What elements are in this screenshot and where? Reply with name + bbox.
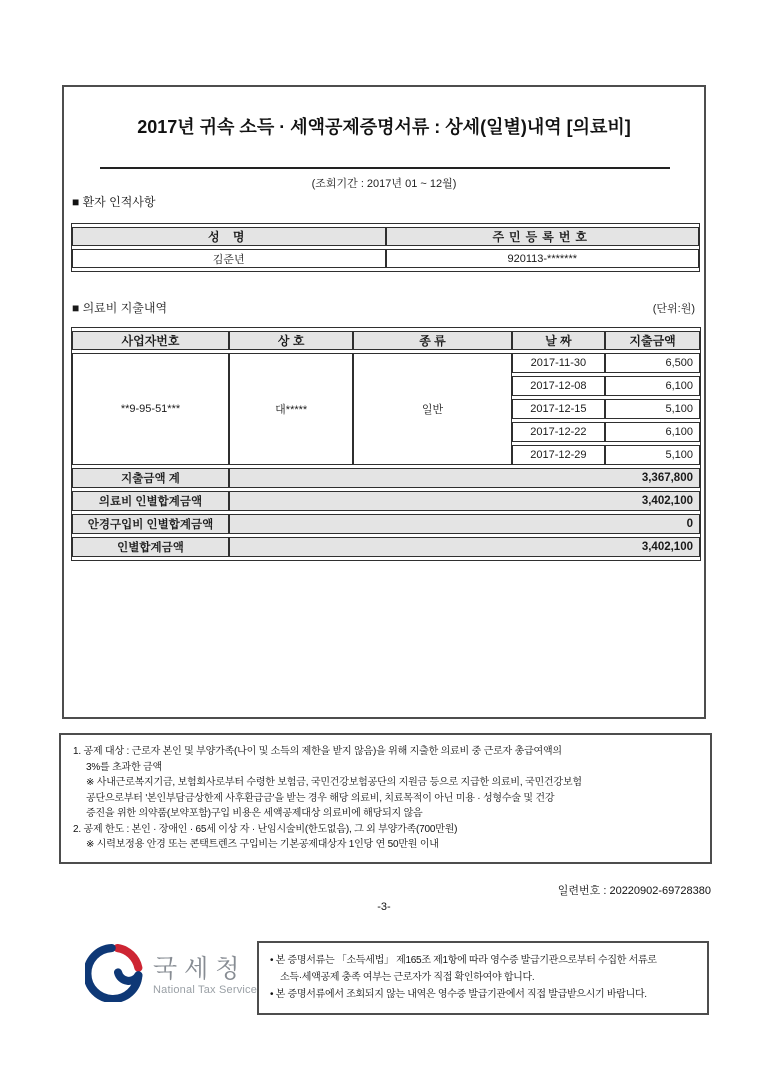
summary-label: 의료비 인별합계금액 [72,491,229,511]
summary-value: 3,367,800 [229,468,700,488]
summary-value: 3,402,100 [229,491,700,511]
note-line: 3%를 초과한 금액 [86,761,162,773]
patient-section-title: ■ 환자 인적사항 [72,195,156,209]
summary-row-glasses-total [72,514,700,534]
notice-line: • 본 증명서류에서 조회되지 않는 내역은 영수증 발급기관에서 직접 발급받으시기 바랍니다. [270,989,647,1000]
expense-section-header [72,299,695,316]
expense-date: 2017-12-15 [512,399,606,419]
expense-date: 2017-12-22 [512,422,606,442]
notice-line: 소득·세액공제 충족 여부는 근로자가 직접 확인하여야 합니다. [280,972,535,983]
patient-info-table [71,223,700,272]
patient-table-row [72,249,699,268]
summary-value: 3,402,100 [229,537,700,557]
expense-amount: 5,100 [605,399,700,419]
page-number: -3- [377,901,391,913]
patient-table-header-row [72,227,699,246]
summary-label: 지출금액 계 [72,468,229,488]
summary-label: 안경구입비 인별합계금액 [72,514,229,534]
patient-rrn-header: 주민등록번호 [386,227,700,246]
expense-detail-table [71,327,701,561]
expense-amount: 5,100 [605,445,700,465]
expense-table-header-row [72,331,700,350]
expense-date: 2017-11-30 [512,353,606,373]
notice-line: • 본 증명서류는 「소득세법」 제165조 제1항에 따라 영수증 발급기관으로부터 수집한 서류로 [270,955,657,966]
summary-row-person-total [72,537,700,557]
expense-date: 2017-12-29 [512,445,606,465]
agency-name-en: National Tax Service [153,983,258,996]
amount-header: 지출금액 [605,331,700,350]
deduction-notes-box [59,733,712,864]
expense-amount: 6,100 [605,422,700,442]
footer-notice-box [257,941,709,1015]
note-line: 1. 공제 대상 : 근로자 본인 및 부양가족(나이 및 소득의 제한을 받지 않음)을 위해 지출한 의료비 중 근로자 총급여액의 [73,746,562,757]
expense-amount: 6,500 [605,353,700,373]
patient-name-header: 성 명 [72,227,386,246]
expense-section-title: ■ 의료비 지출내역 [72,301,168,315]
summary-value: 0 [229,514,700,534]
expense-amount: 6,100 [605,376,700,396]
expense-row [72,353,700,373]
note-line: 증진을 위한 의약품(보약포함)구입 비용은 세액공제대상 의료비에 해당되지 않음 [86,808,423,819]
trade-name-value: 대***** [229,353,353,465]
serial-number: 일련번호 : 20220902-69728380 [557,885,711,897]
certificate-box [62,85,706,719]
nts-logo-text [153,956,257,996]
summary-row-total-spent [72,468,700,488]
summary-label: 인별합계금액 [72,537,229,557]
note-line: 2. 공제 한도 : 본인 · 장애인 · 65세 이상 자 · 난임시술비(한도없음), 그 외 부양가족(700만원) [73,823,458,835]
expense-type-value: 일반 [353,353,511,465]
agency-name: 국세청 [153,954,247,983]
expense-date: 2017-12-08 [512,376,606,396]
date-header: 날 짜 [512,331,606,350]
query-period: (조회기간 : 2017년 01 ~ 12월) [311,178,457,190]
unit-label: (단위:원) [652,303,695,315]
note-line: ※ 시력보정용 안경 또는 콘택트렌즈 구입비는 기본공제대상자 1인당 연 50만원 이내 [86,839,439,850]
trade-name-header: 상 호 [229,331,353,350]
note-line: 공단으로부터 '본인부담금상한제 사후환급금'을 받는 경우 해당 의료비, 치료목적이 아닌 미용 · 성형수술 및 건강 [86,792,555,804]
business-number-value: **9-95-51*** [72,353,229,465]
patient-rrn-value: 920113-******* [386,249,700,268]
page-title: 2017년 귀속 소득 · 세액공제증명서류 : 상세(일별)내역 [의료비] [137,117,631,137]
summary-row-medical-total [72,491,700,511]
nts-logo [85,944,257,1007]
note-line: ※ 사내근로복지기금, 보험회사로부터 수령한 보험금, 국민건강보험공단의 지원금 등으로 지급한 의료비, 국민건강보험 [86,777,582,788]
patient-name-value: 김준년 [72,249,386,268]
business-number-header: 사업자번호 [72,331,229,350]
title-underline [100,167,670,169]
taegeuk-symbol-icon [85,944,143,1007]
type-header: 종 류 [353,331,511,350]
